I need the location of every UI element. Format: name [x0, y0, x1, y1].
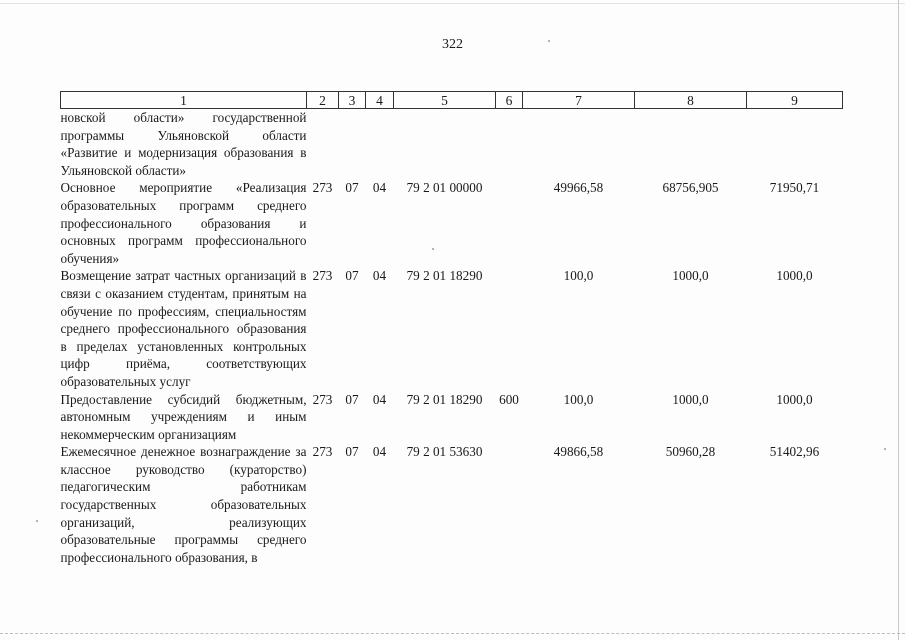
cell-amount-8: 50960,28	[665, 444, 716, 460]
cell-section: 07	[345, 268, 359, 284]
budget-table	[60, 91, 843, 566]
table-row	[61, 443, 843, 566]
row-description: новской области» государственной программы Ульяновской области «Развитие и модернизация образования в Ульяновской области»	[60, 110, 307, 178]
cell-expense-type	[496, 443, 523, 566]
cell-expense-type	[496, 109, 523, 180]
page-number: 322	[442, 37, 463, 52]
cell-amount-7: 49966,58	[553, 180, 604, 196]
table-row	[61, 179, 843, 267]
cell-amount-8	[635, 109, 747, 180]
cell-amount-8: 1000,0	[672, 268, 709, 284]
column-header: 2	[307, 92, 339, 109]
cell-subsection: 04	[372, 391, 387, 407]
column-header: 1	[61, 92, 307, 109]
cell-ministry-code: 273	[312, 180, 333, 196]
cell-expense-type	[496, 179, 523, 267]
cell-ministry-code: 273	[312, 268, 333, 284]
column-header: 6	[496, 92, 523, 109]
column-header: 3	[339, 92, 366, 109]
cell-expense-type	[496, 267, 523, 390]
cell-target-article	[394, 109, 496, 180]
table-row	[61, 391, 843, 444]
cell-section	[339, 109, 366, 180]
cell-target-article: 79 2 01 18290	[406, 268, 483, 284]
cell-amount-7: 100,0	[563, 268, 594, 284]
scan-speck	[548, 40, 550, 42]
row-description: Основное мероприятие «Реализация образовательных программ среднего профессионального образования и основных программ профессионального обучения»	[60, 180, 307, 266]
table-header-row	[61, 92, 843, 109]
cell-amount-9: 1000,0	[776, 391, 813, 407]
cell-expense-type: 600	[499, 391, 519, 407]
cell-subsection: 04	[372, 268, 387, 284]
scan-artifact-line	[0, 633, 905, 634]
table-row	[61, 267, 843, 390]
scan-speck	[432, 248, 434, 250]
scan-speck	[36, 520, 38, 522]
cell-subsection: 04	[372, 444, 387, 460]
cell-amount-7	[523, 109, 635, 180]
scan-speck	[884, 448, 886, 450]
cell-amount-9	[747, 109, 843, 180]
cell-amount-7: 100,0	[563, 391, 594, 407]
cell-section: 07	[345, 391, 359, 407]
cell-amount-9: 51402,96	[769, 444, 820, 460]
cell-amount-9: 71950,71	[769, 180, 820, 196]
table-row	[61, 109, 843, 180]
cell-ministry-code: 273	[312, 391, 333, 407]
cell-amount-8: 68756,905	[662, 180, 719, 196]
row-description: Возмещение затрат частных организаций в связи с оказанием студентам, принятым на обучение по профессиям, специальностям среднего профессионального образования в пределах установленных контрольных цифр приёма, соответствующих образовательных услуг	[60, 268, 307, 389]
column-header: 7	[523, 92, 635, 109]
column-header: 8	[635, 92, 747, 109]
column-header: 9	[747, 92, 843, 109]
cell-target-article: 79 2 01 00000	[406, 180, 483, 196]
cell-ministry-code	[307, 109, 339, 180]
cell-section: 07	[345, 180, 359, 196]
cell-amount-7: 49866,58	[553, 444, 604, 460]
row-description: Ежемесячное денежное вознаграждение за классное руководство (кураторство) педагогическим работникам государственных образовательных организаций, реализующих образовательные программы среднего профессионального образования, в	[60, 444, 307, 565]
scan-edge-top	[0, 3, 905, 4]
column-header: 5	[394, 92, 496, 109]
cell-subsection: 04	[372, 180, 387, 196]
column-header: 4	[366, 92, 394, 109]
row-description: Предоставление субсидий бюджетным, автономным учреждениям и иным некоммерческим организациям	[60, 391, 307, 442]
cell-amount-8: 1000,0	[672, 391, 709, 407]
cell-target-article: 79 2 01 18290	[406, 391, 483, 407]
cell-target-article: 79 2 01 53630	[406, 444, 483, 460]
scan-edge-right	[898, 0, 899, 640]
cell-amount-9: 1000,0	[776, 268, 813, 284]
cell-subsection	[366, 109, 394, 180]
cell-section: 07	[345, 444, 359, 460]
cell-ministry-code: 273	[312, 444, 333, 460]
